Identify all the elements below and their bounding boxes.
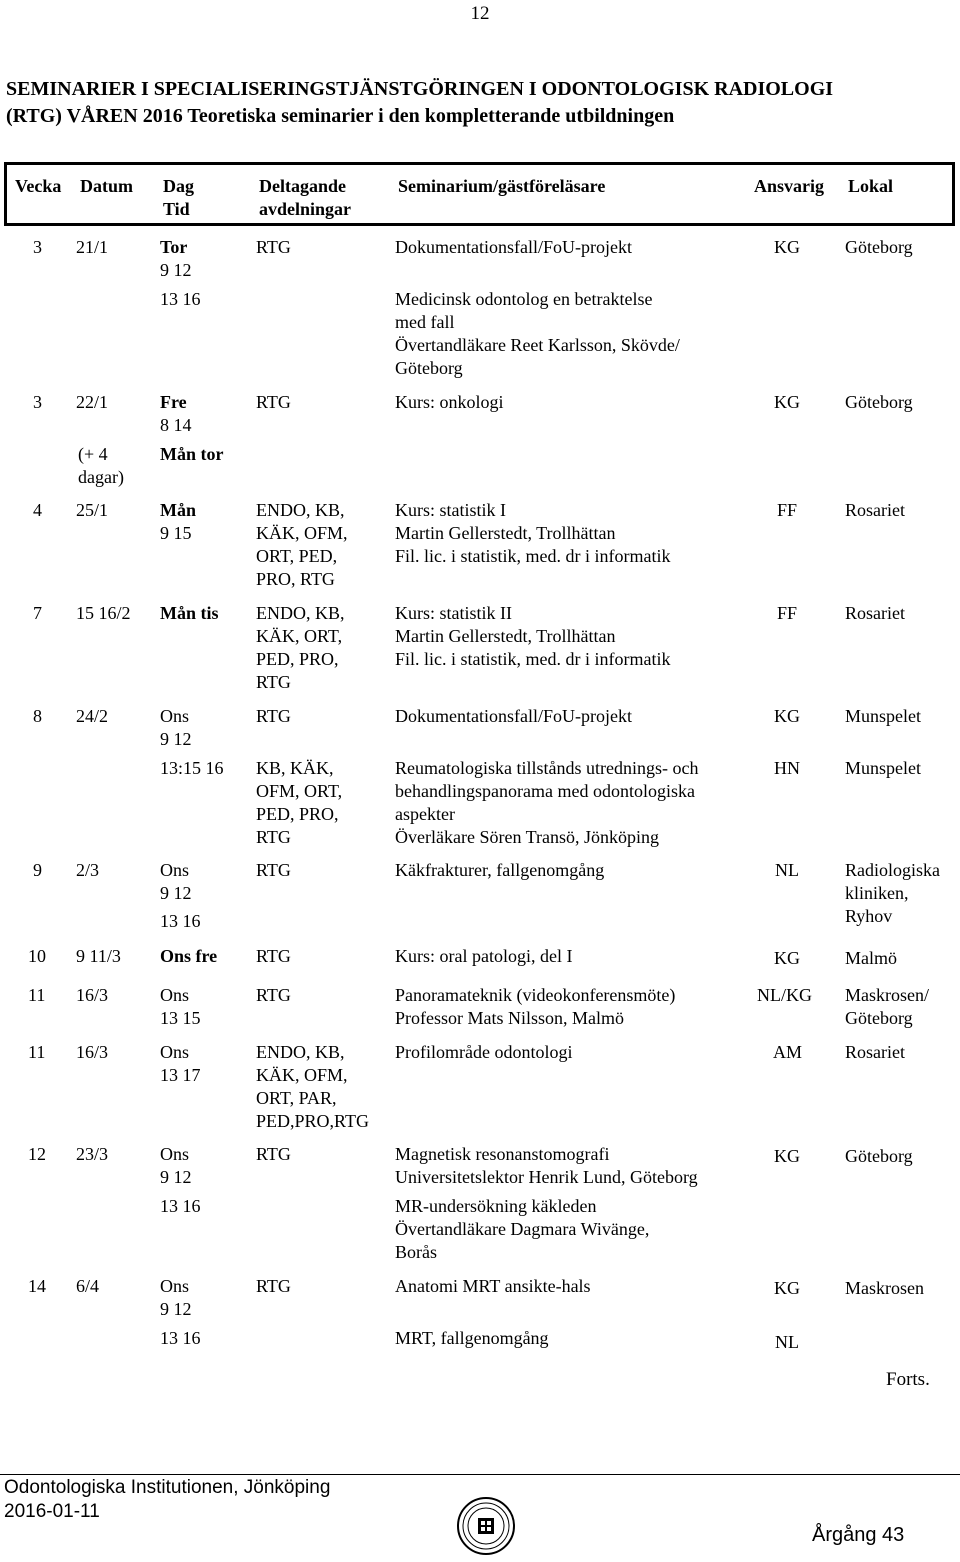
lokal-line: Ryhov (845, 906, 893, 926)
cell-dag: Fre (160, 392, 187, 412)
cell-ansvarig: KG (774, 392, 800, 412)
cell-avdelningar: RTG (256, 237, 291, 257)
cell-vecka: 11 (28, 985, 46, 1005)
cell-tid: 9 12 (160, 729, 192, 749)
seminarium-line: Borås (395, 1242, 437, 1262)
cell-lokal: Rosariet (845, 1042, 905, 1062)
avdelningar-line: KÄK, OFM, (256, 523, 348, 543)
header-vecka: Vecka (15, 176, 62, 196)
header-lokal: Lokal (848, 176, 894, 196)
cell-vecka: 3 (33, 392, 42, 412)
avdelningar-line: OFM, ORT, (256, 781, 343, 801)
avdelningar-line: KB, KÄK, (256, 758, 334, 778)
header-deltagande (259, 175, 351, 221)
seminarium-line: behandlingspanorama med odontologiska (395, 781, 695, 801)
cell-lokal: Munspelet (845, 758, 921, 778)
cell-seminarium: Kurs: onkologi (395, 392, 504, 412)
cell-datum: 22/1 (76, 392, 109, 412)
cell-vecka: 11 (28, 1042, 46, 1062)
cell-lokal: Göteborg (845, 237, 913, 257)
cell-datum: 15 16/2 (76, 603, 131, 623)
header-deltagande-label: Deltagande (259, 176, 346, 196)
cell-lokal: Rosariet (845, 603, 905, 623)
cell-tid: 13 16 (160, 289, 201, 309)
cell-seminarium: Käkfrakturer, fallgenomgång (395, 860, 605, 880)
cell-seminarium (395, 602, 670, 671)
seminarium-line: Panoramateknik (videokonferensmöte) (395, 985, 676, 1005)
avdelningar-line: ENDO, KB, (256, 603, 345, 623)
cell-dag: Ons (160, 985, 190, 1005)
cell-dag: Ons (160, 706, 190, 726)
footer-institution: Odontologiska Institutionen, Jönköping (4, 1477, 331, 1498)
cell-datum: 16/3 (76, 1042, 109, 1062)
avdelningar-line: RTG (256, 672, 291, 692)
cell-datum: 21/1 (76, 237, 109, 257)
cell-ansvarig: HN (774, 758, 800, 778)
cell-lokal (845, 859, 940, 928)
avdelningar-line: ORT, PED, (256, 546, 338, 566)
cell-dag: Ons (160, 1144, 190, 1164)
cell-avdelningar (256, 757, 342, 849)
seminarium-line: Medicinsk odontolog en betraktelse (395, 289, 653, 309)
cell-seminarium (395, 1143, 698, 1189)
cell-lokal: Malmö (845, 948, 897, 968)
page-title (6, 76, 951, 130)
seminarium-line: Övertandläkare Dagmara Wivänge, (395, 1219, 650, 1239)
cell-avdelningar: RTG (256, 946, 291, 966)
title-line-2: (RTG) VÅREN 2016 Teoretiska seminarier i den kompletterande utbildningen (6, 105, 675, 127)
seminarium-line: Magnetisk resonanstomografi (395, 1144, 610, 1164)
cell-ansvarig: KG (774, 1146, 800, 1166)
avdelningar-line: PED, PRO, (256, 649, 339, 669)
avdelningar-line: ORT, PAR, (256, 1088, 337, 1108)
seminarium-line: Martin Gellerstedt, Trollhättan (395, 626, 616, 646)
cell-seminarium (395, 499, 670, 568)
cell-dag: Tor (160, 237, 188, 257)
cell-datum: 25/1 (76, 500, 109, 520)
cell-avdelningar (256, 1041, 369, 1133)
cell-tid: 9 12 (160, 260, 192, 280)
cell-dag: Ons fre (160, 946, 218, 966)
avdelningar-line: RTG (256, 827, 291, 847)
table-header (4, 162, 955, 226)
cell-ansvarig: NL (775, 860, 799, 880)
cell-vecka: 9 (33, 860, 42, 880)
seminarium-line: Kurs: statistik I (395, 500, 506, 520)
cell-tid: 9 12 (160, 883, 192, 903)
cell-seminarium (395, 1195, 649, 1264)
lokal-line: Maskrosen/ (845, 985, 929, 1005)
cell-ansvarig: FF (777, 500, 798, 520)
cell-lokal: Rosariet (845, 500, 905, 520)
seminarium-line: Professor Mats Nilsson, Malmö (395, 1008, 624, 1028)
cell-lokal: Munspelet (845, 706, 921, 726)
cell-lokal: Göteborg (845, 392, 913, 412)
cell-lokal (845, 984, 929, 1030)
cell-avdelningar: RTG (256, 392, 291, 412)
footer-divider (0, 1474, 960, 1475)
page-number: 12 (470, 3, 490, 24)
cell-ansvarig: NL (775, 1332, 799, 1352)
cell-avdelningar (256, 602, 345, 694)
cell-tid: 13 15 (160, 1008, 201, 1028)
cell-tid: 13:15 16 (160, 758, 224, 778)
cell-tid: 8 14 (160, 415, 192, 435)
title-line-1: SEMINARIER I SPECIALISERINGSTJÄNSTGÖRINGEN I ODONTOLOGISK RADIOLOGI (6, 78, 834, 100)
institution-seal-icon (456, 1496, 516, 1556)
cell-seminarium: Profilområde odontologi (395, 1042, 573, 1062)
cell-datum: 9 11/3 (76, 946, 121, 966)
avdelningar-line: PED, PRO, (256, 804, 339, 824)
cell-seminarium: Kurs: oral patologi, del I (395, 946, 573, 966)
cell-datum: 24/2 (76, 706, 109, 726)
cell-vecka: 10 (28, 946, 46, 966)
seminarium-line: Överläkare Sören Transö, Jönköping (395, 827, 659, 847)
cell-avdelningar (256, 499, 348, 591)
seminarium-line: Fil. lic. i statistik, med. dr i informatik (395, 546, 671, 566)
cell-datum: 23/3 (76, 1144, 109, 1164)
footer-argang: Årgång 43 (812, 1524, 905, 1546)
cell-ansvarig: FF (777, 603, 798, 623)
header-seminarium: Seminarium/gästföreläsare (398, 176, 606, 196)
cell-seminarium: Anatomi MRT ansikte-hals (395, 1276, 591, 1296)
avdelningar-line: PRO, RTG (256, 569, 335, 589)
cell-tid: 9 12 (160, 1167, 192, 1187)
cell-vecka: 3 (33, 237, 42, 257)
cell-ansvarig: KG (774, 237, 800, 257)
header-ansvarig: Ansvarig (754, 176, 825, 196)
avdelningar-line: ENDO, KB, (256, 500, 345, 520)
seminarium-line: Universitetslektor Henrik Lund, Göteborg (395, 1167, 698, 1187)
cell-seminarium (395, 288, 680, 380)
cell-dag: Ons (160, 860, 190, 880)
avdelningar-line: KÄK, ORT, (256, 626, 343, 646)
footer-date: 2016-01-11 (4, 1501, 100, 1522)
header-tid-label: Tid (163, 199, 190, 219)
continued-label: Forts. (886, 1369, 930, 1390)
cell-ansvarig: KG (774, 706, 800, 726)
cell-avdelningar: RTG (256, 985, 291, 1005)
cell-dag: Mån (160, 500, 196, 520)
cell-lokal: Göteborg (845, 1146, 913, 1166)
cell-tid: 13 16 (160, 1328, 201, 1348)
cell-dag-2: Mån tor (160, 444, 224, 464)
seminarium-line: aspekter (395, 804, 455, 824)
cell-dag: Mån tis (160, 603, 219, 623)
cell-seminarium: Dokumentationsfall/FoU-projekt (395, 706, 632, 726)
seminarium-line: Martin Gellerstedt, Trollhättan (395, 523, 616, 543)
cell-tid: 13 16 (160, 1196, 201, 1216)
cell-ansvarig: AM (773, 1042, 803, 1062)
seminarium-line: med fall (395, 312, 455, 332)
seminarium-line: MR-undersökning käkleden (395, 1196, 597, 1216)
cell-ansvarig: KG (774, 948, 800, 968)
cell-seminarium (395, 757, 698, 849)
avdelningar-line: PED,PRO,RTG (256, 1111, 369, 1131)
header-avdelningar-label: avdelningar (259, 199, 352, 219)
cell-seminarium (395, 984, 675, 1030)
lokal-line: Göteborg (845, 1008, 913, 1028)
lokal-line: kliniken, (845, 883, 909, 903)
lokal-line: Radiologiska (845, 860, 940, 880)
seminarium-line: Övertandläkare Reet Karlsson, Skövde/ (395, 335, 680, 355)
cell-avdelningar: RTG (256, 860, 291, 880)
cell-vecka: 7 (33, 603, 42, 623)
cell-vecka: 8 (33, 706, 42, 726)
cell-datum: 6/4 (76, 1276, 100, 1296)
cell-ansvarig: NL/KG (757, 985, 812, 1005)
seminarium-line: Kurs: statistik II (395, 603, 512, 623)
cell-datum: 2/3 (76, 860, 100, 880)
cell-avdelningar: RTG (256, 706, 291, 726)
cell-datum-note: dagar) (78, 467, 124, 487)
cell-tid: 9 12 (160, 1299, 192, 1319)
cell-avdelningar: RTG (256, 1276, 291, 1296)
seminarium-line: Göteborg (395, 358, 463, 378)
cell-datum: 16/3 (76, 985, 109, 1005)
cell-vecka: 14 (28, 1276, 46, 1296)
header-dag-label: Dag (163, 176, 194, 196)
cell-seminarium: Dokumentationsfall/FoU-projekt (395, 237, 632, 257)
cell-tid-2: 13 16 (160, 911, 201, 931)
cell-vecka: 4 (33, 500, 42, 520)
header-datum: Datum (80, 176, 133, 196)
cell-tid: 13 17 (160, 1065, 201, 1085)
seminarium-line: Reumatologiska tillstånds utrednings- och (395, 758, 699, 778)
cell-lokal: Maskrosen (845, 1278, 924, 1298)
cell-tid: 9 15 (160, 523, 192, 543)
cell-dag: Ons (160, 1276, 190, 1296)
cell-ansvarig: KG (774, 1278, 800, 1298)
seminarium-line: Fil. lic. i statistik, med. dr i informatik (395, 649, 671, 669)
cell-dag: Ons (160, 1042, 190, 1062)
avdelningar-line: KÄK, OFM, (256, 1065, 348, 1085)
cell-datum-note: (+ 4 (78, 444, 108, 464)
header-dag (163, 175, 194, 221)
cell-vecka: 12 (28, 1144, 46, 1164)
avdelningar-line: ENDO, KB, (256, 1042, 345, 1062)
cell-seminarium: MRT, fallgenomgång (395, 1328, 549, 1348)
cell-avdelningar: RTG (256, 1144, 291, 1164)
